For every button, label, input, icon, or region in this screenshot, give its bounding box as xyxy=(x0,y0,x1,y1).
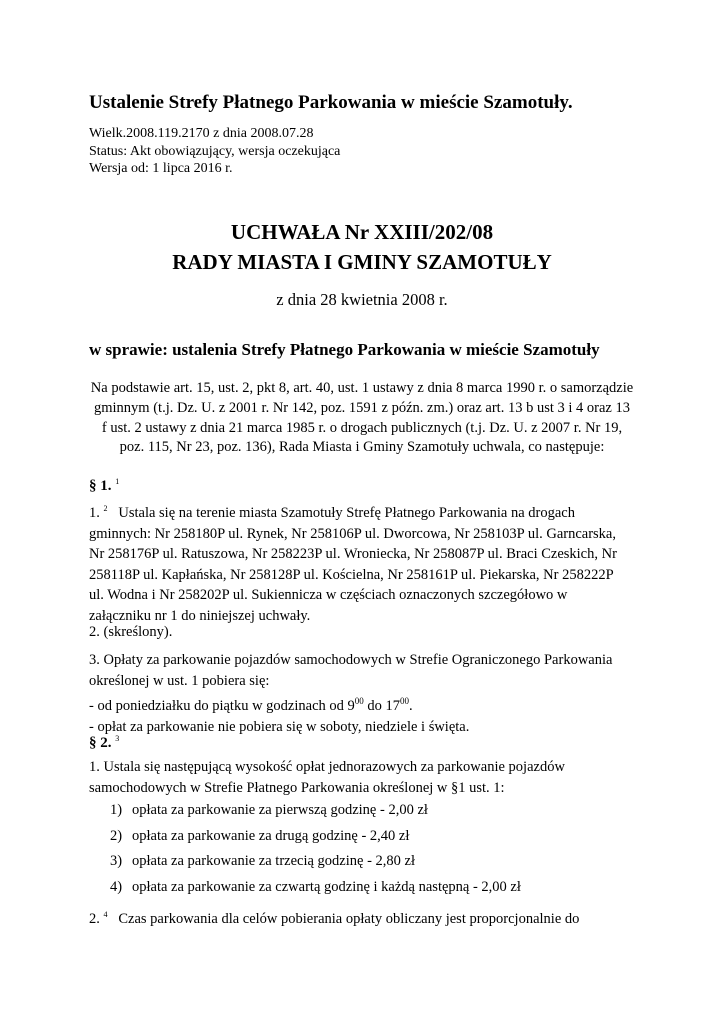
paragraph-line: Nr 258176P ul. Ratuszowa, Nr 258223P ul. Wroniecka, Nr 258087P ul. Braci Czeskich, Nr xyxy=(89,546,617,562)
paragraph-bullet xyxy=(89,691,612,717)
paragraph-text: Ustala się na terenie miasta Szamotuły Strefę Płatnego Parkowania na drogach xyxy=(118,505,575,521)
section-1-paragraph-1 xyxy=(89,499,617,626)
preamble-line: Na podstawie art. 15, ust. 2, pkt 8, art. 40, ust. 1 ustawy z dnia 8 marca 1990 r. o samorządzie xyxy=(90,380,634,396)
paragraph-line xyxy=(89,499,617,524)
preamble-line: f ust. 2 ustawy z dnia 21 marca 1985 r. o drogach publicznych (t.j. Dz. U. z 2007 r. Nr 19, xyxy=(101,419,623,436)
meta-version: Wersja od: 1 lipca 2016 r. xyxy=(89,161,233,176)
fee-item-2 xyxy=(110,828,409,845)
paragraph-number: 2. xyxy=(89,911,100,927)
preamble-line: poz. 115, Nr 23, poz. 136), Rada Miasta i Gminy Szamotuły uchwala, co następuje: xyxy=(119,439,605,456)
paragraph-line: 258118P ul. Kapłańska, Nr 258128P ul. Kościelna, Nr 258161P ul. Piekarska, Nr 258222P xyxy=(89,566,614,583)
list-number: 1) xyxy=(110,802,123,818)
section-1-paragraph-2: 2. (skreślony). xyxy=(89,624,173,640)
list-text: opłata za parkowanie za pierwszą godzinę - 2,00 zł xyxy=(132,802,428,818)
list-text: opłata za parkowanie za trzecią godzinę - 2,80 zł xyxy=(132,853,416,869)
bullet-text: . xyxy=(409,698,413,714)
paragraph-line: określonej w ust. 1 pobiera się: xyxy=(89,672,270,689)
fee-item-4 xyxy=(110,879,521,896)
paragraph-text: Czas parkowania dla celów pobierania opłaty obliczany jest proporcjonalnie do xyxy=(118,911,580,927)
footnote-marker: 4 xyxy=(103,910,108,919)
resolution-number: UCHWAŁA Nr XXIII/202/08 xyxy=(230,220,494,244)
preamble-line: gminnym (t.j. Dz. U. z 2001 r. Nr 142, poz. 1591 z późn. zm.) oraz art. 13 b ust 3 i 4 oraz 13 xyxy=(94,399,630,416)
paragraph-number: 1. xyxy=(89,505,100,521)
section-1-paragraph-3 xyxy=(89,650,612,737)
paragraph-line: 1. Ustala się następującą wysokość opłat jednorazowych za parkowanie pojazdów xyxy=(89,759,565,775)
section-2-label: § 2. xyxy=(89,735,112,751)
footnote-marker: 1 xyxy=(115,477,120,486)
list-number: 2) xyxy=(110,828,123,844)
fee-item-3 xyxy=(110,853,415,870)
footnote-marker: 3 xyxy=(115,734,120,743)
paragraph-line: ul. Wodna i Nr 258202P ul. Sukiennicza w częściach oznaczonych szczegółowo w xyxy=(89,587,568,603)
time-superscript: 00 xyxy=(354,696,364,706)
paragraph-line: 3. Opłaty za parkowanie pojazdów samochodowych w Strefie Ograniczonego Parkowania xyxy=(89,652,613,668)
resolution-subject: w sprawie: ustalenia Strefy Płatnego Parkowania w mieście Szamotuły xyxy=(89,340,600,359)
paragraph-line: samochodowych w Strefie Płatnego Parkowania określonej w §1 ust. 1: xyxy=(89,779,505,796)
fee-item-1 xyxy=(110,802,428,819)
list-text: opłata za parkowanie za czwartą godzinę i każdą następną - 2,00 zł xyxy=(132,879,521,895)
section-1-heading xyxy=(89,477,119,495)
section-2-paragraph-2 xyxy=(89,905,579,930)
meta-status: Status: Akt obowiązujący, wersja oczekująca xyxy=(89,143,341,159)
time-superscript: 00 xyxy=(400,696,410,706)
document-title: Ustalenie Strefy Płatnego Parkowania w mieście Szamotuły. xyxy=(89,92,573,113)
bullet-text: - od poniedziałku do piątku w godzinach od 9 xyxy=(89,698,355,714)
list-number: 3) xyxy=(110,853,123,869)
paragraph-line: załączniku nr 1 do niniejszej uchwały. xyxy=(89,607,311,624)
resolution-date: z dnia 28 kwietnia 2008 r. xyxy=(276,290,448,309)
section-2-paragraph-1 xyxy=(89,757,565,798)
document-meta xyxy=(89,125,340,178)
bullet-text: do 17 xyxy=(363,698,401,714)
preamble xyxy=(89,379,635,458)
list-text: opłata za parkowanie za drugą godzinę - 2,40 zł xyxy=(132,828,410,844)
section-1-label: § 1. xyxy=(89,478,112,494)
footnote-marker: 2 xyxy=(103,504,108,513)
paragraph-line: gminnych: Nr 258180P ul. Rynek, Nr 258106P ul. Dworcowa, Nr 258103P ul. Garncarska, xyxy=(89,525,616,542)
section-2-heading xyxy=(89,734,119,752)
list-number: 4) xyxy=(110,879,123,895)
council-name: RADY MIASTA I GMINY SZAMOTUŁY xyxy=(172,250,552,274)
meta-reference: Wielk.2008.119.2170 z dnia 2008.07.28 xyxy=(89,126,314,141)
paragraph-bullet: - opłat za parkowanie nie pobiera się w soboty, niedziele i święta. xyxy=(89,718,470,735)
